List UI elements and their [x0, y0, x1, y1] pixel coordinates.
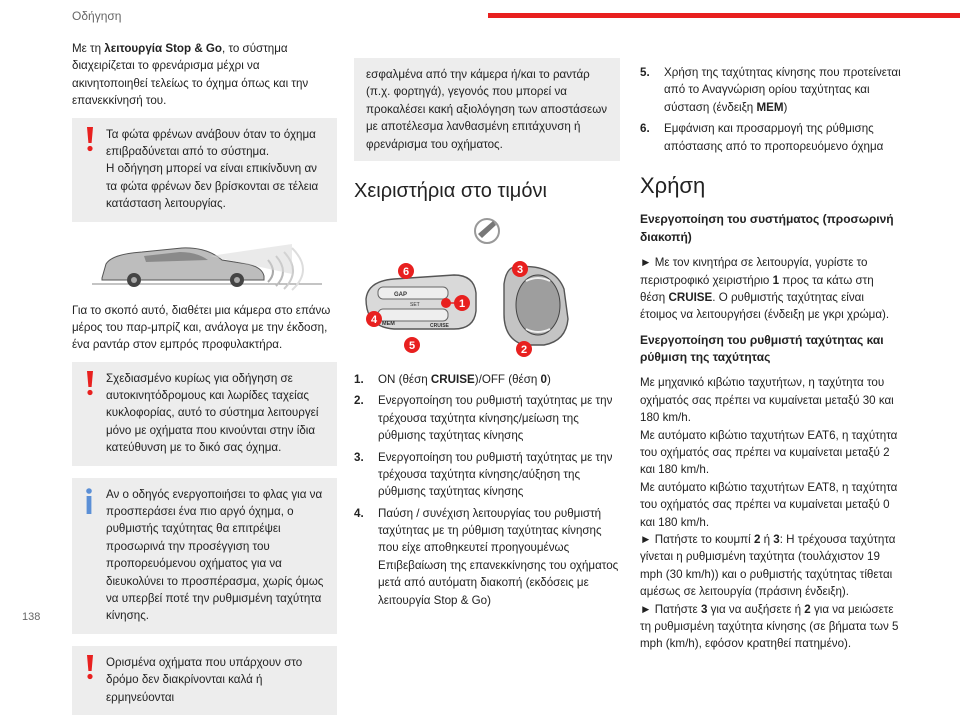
paragraph-eat6: Με αυτόματο κιβώτιο ταχυτήτων EAT6, η ταχύτητα του οχήματός σας πρέπει να κυμαίνεται μεταξύ 2 και 180 km/h.	[640, 428, 898, 477]
warning-icon	[84, 655, 96, 681]
warning-box-brake-lights: Τα φώτα φρένων ανάβουν όταν το όχημα επιβραδύνεται από το σύστημα. Η οδήγηση μπορεί να είναι επικίνδυνη αν τα φώτα φρένων δεν βρίσκονται σε τέλεια κατάσταση λειτουργίας.	[72, 118, 337, 222]
svg-text:1: 1	[458, 297, 466, 310]
svg-text:5: 5	[408, 339, 416, 352]
car-camera-radar-illustration	[72, 234, 337, 290]
header-accent-bar	[488, 13, 960, 18]
page-number: 138	[22, 611, 41, 623]
info-icon	[84, 488, 94, 514]
set-label: SET	[410, 301, 420, 308]
svg-text:6: 6	[402, 265, 410, 278]
subheading-activation: Ενεργοποίηση του συστήματος (προσωρινή διακοπή)	[640, 212, 894, 244]
info-box-overtaking: Αν ο οδηγός ενεργοποιήσει το φλας για να προσπεράσει ένα πιο αργό όχημα, ο ρυθμιστής ταχύτητας θα επιτρέψει προσωρινά την προσέγγιση του προπορευόμενου οχήματος για να διευκολύνει το προσπέρασμα, χωρίς όμως να υπερβεί ποτέ την ρυθμισμένη ταχύτητα κίνησης.	[72, 478, 337, 634]
cruise-control-stalk-diagram	[354, 259, 620, 359]
list-item: 5. Χρήση της ταχύτητας κίνησης που προτείνεται από το Αναγνώριση ορίου ταχύτητας και σύσταση (ένδειξη MEM)	[640, 66, 901, 114]
gap-label: GAP	[394, 291, 408, 298]
section-heading-steering-controls: Χειριστήρια στο τιμόνι	[354, 179, 547, 202]
column-1	[72, 40, 337, 715]
column-3	[640, 64, 902, 661]
stalk-end-view	[504, 263, 568, 345]
paragraph-camera-radar: Για το σκοπό αυτό, διαθέτει μια κάμερα στο επάνω μέρος του παρ-μπρίζ και, ανάλογα με την έκδοση, ένα ραντάρ στον εμπρός προφυλακτήρα.	[72, 303, 331, 352]
subheading-speed-setting: Ενεργοποίηση του ρυθμιστή ταχύτητας και ρύθμιση της ταχύτητας	[640, 332, 884, 365]
svg-text:2: 2	[520, 343, 528, 356]
chapter-title: Οδήγηση	[72, 9, 122, 23]
mem-label: MEM	[382, 320, 395, 327]
list-item: 6. Εμφάνιση και προσαρμογή της ρύθμισης απόστασης από το προπορευόμενο όχημα	[640, 122, 884, 153]
paragraph-eat8: Με αυτόματο κιβώτιο ταχυτήτων EAT8, η ταχύτητα του οχήματός σας πρέπει να κυμαίνεται μεταξύ 0 και 180 km/h.	[640, 480, 898, 529]
list-item: 3. Ενεργοποίηση του ρυθμιστή ταχύτητας με την τρέχουσα ταχύτητα κίνησης/αύξηση της ρύθμισης ταχύτητας κίνησης	[354, 450, 613, 499]
list-item: 4. Παύση / συνέχιση λειτουργίας του ρυθμιστή ταχύτητας με τη ρύθμιση ταχύτητας κίνησης που είχε αποθηκευτεί προηγουμένως Επιβεβαίωση της επανεκκίνησης του οχήματος μετά από αυτόματη διακοπή (εκδόσεις με λειτουργία Stop & Go)	[354, 506, 619, 607]
section-heading-usage: Χρήση	[640, 172, 706, 198]
warning-icon	[84, 127, 96, 153]
list-item: 1. ON (θέση CRUISE)/OFF (θέση 0)	[354, 372, 551, 386]
warning-box-continued: εσφαλμένα από την κάμερα ή/και το ραντάρ (π.χ. φορτηγά), γεγονός που μπορεί να προκαλέσει κακή αξιολόγηση των αποστάσεων με αποτέλεσμα λανθασμένη επιτάχυνση ή φρενάρισμα του οχήματος.	[354, 58, 620, 161]
steering-wheel-icon	[354, 217, 620, 247]
list-item: 2. Ενεργοποίηση του ρυθμιστή ταχύτητας με την τρέχουσα ταχύτητα κίνησης/μείωση της ρύθμισης ταχύτητας κίνησης	[354, 394, 613, 443]
column-2	[354, 58, 620, 613]
warning-icon	[84, 371, 96, 397]
warning-box-highways: Σχεδιασμένο κυρίως για οδήγηση σε αυτοκινητόδρομους και λωρίδες ταχείας κυκλοφορίας, αυτό το σύστημα λειτουργεί μόνο με οχήματα που κινούνται στην ίδια κατεύθυνση με το δικό σας όχημα.	[72, 362, 337, 466]
paragraph-activation: ► Με τον κινητήρα σε λειτουργία, γυρίστε το περιστροφικό χειριστήριο 1 προς τα κάτω στη θέση CRUISE. Ο ρυθμιστής ταχύτητας είναι έτοιμος να λειτουργήσει (ένδειξη με γκρι χρώμα).	[640, 256, 890, 322]
paragraph-manual-gearbox: Με μηχανικό κιβώτιο ταχυτήτων, η ταχύτητα του οχήματός σας πρέπει να κυμαίνεται μεταξύ 30 και 180 km/h.	[640, 376, 894, 425]
cruise-label: CRUISE	[430, 322, 449, 329]
paragraph-press-2-3: ► Πατήστε το κουμπί 2 ή 3: Η τρέχουσα ταχύτητα γίνεται η ρυθμισμένη ταχύτητα (τουλάχιστον 19 mph (30 km/h)) και ο ρυθμιστής ταχύτητας τίθεται αμέσως σε λειτουργία (πράσινη ένδειξη).	[640, 532, 896, 599]
warning-box-vehicles: Ορισμένα οχήματα που υπάρχουν στο δρόμο δεν διακρίνονται καλά ή ερμηνεύονται	[72, 646, 337, 715]
paragraph-adjust-speed: ► Πατήστε 3 για να αυξήσετε ή 2 για να μειώσετε τη ρυθμισμένη ταχύτητα κίνησης (σε βήματα των 5 mph (km/h), εφόσον κρατηθεί πατημένο).	[640, 602, 899, 651]
paragraph-stop-go: Με τη λειτουργία Stop & Go, το σύστημα διαχειρίζεται το φρενάρισμα μέχρι να ακινητοποιηθεί τελείως το όχημα όπως και την επανεκκίνησή του.	[72, 42, 309, 108]
controls-list	[354, 371, 620, 609]
svg-text:3: 3	[516, 263, 524, 276]
controls-list-continued	[640, 64, 902, 155]
svg-text:4: 4	[370, 313, 378, 326]
